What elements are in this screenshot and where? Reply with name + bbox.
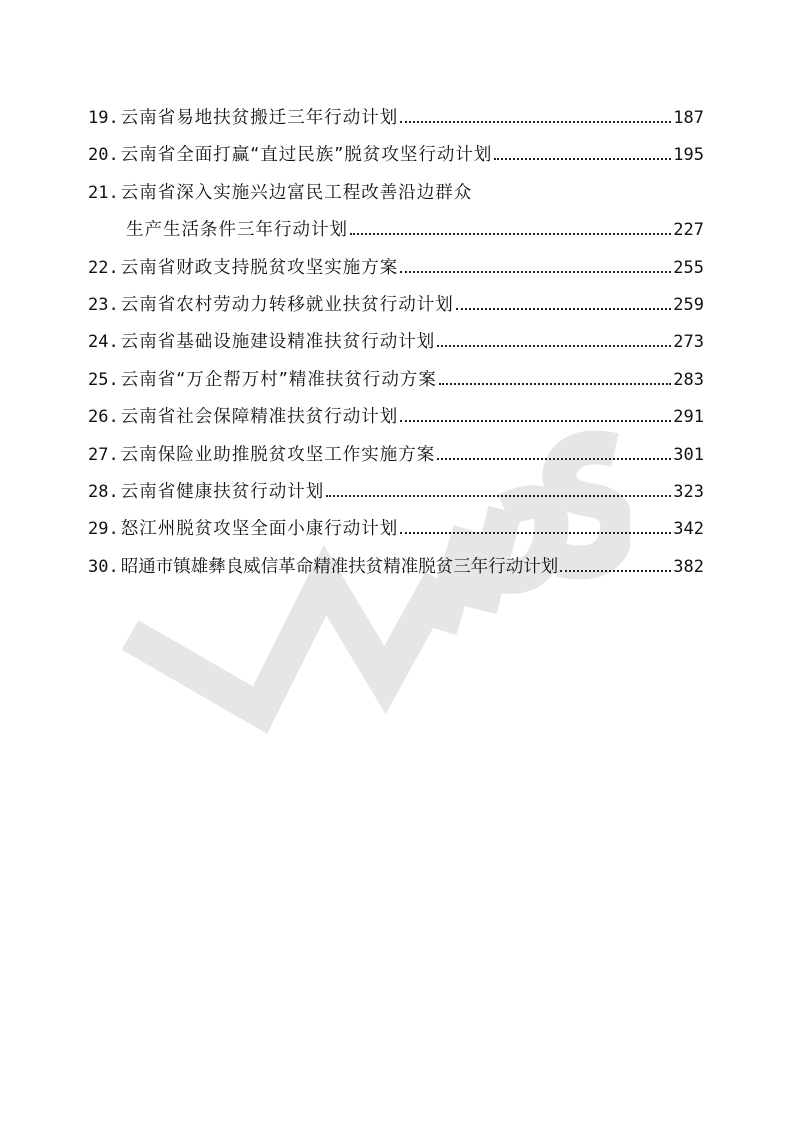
entry-page-number: 259 bbox=[673, 294, 704, 315]
dot-leader bbox=[350, 233, 671, 235]
dot-leader bbox=[437, 345, 671, 347]
toc-entry-23[interactable] bbox=[88, 291, 704, 328]
toc-entry-22[interactable] bbox=[88, 254, 704, 291]
entry-page-number: 195 bbox=[673, 145, 704, 166]
entry-title: 云南省财政支持脱贫攻坚实施方案 bbox=[120, 257, 399, 278]
entry-number: 24. bbox=[88, 332, 119, 353]
entry-number: 22. bbox=[88, 257, 119, 278]
entry-number: 27. bbox=[88, 444, 119, 465]
toc-entry-26[interactable] bbox=[88, 403, 704, 440]
entry-number: 20. bbox=[88, 145, 119, 166]
entry-number: 25. bbox=[88, 369, 119, 390]
entry-title: 云南省“万企帮万村”精准扶贫行动方案 bbox=[120, 369, 437, 390]
entry-number: 30. bbox=[88, 556, 119, 577]
entry-page-number: 342 bbox=[673, 519, 704, 540]
entry-page-number: 283 bbox=[673, 369, 704, 390]
dot-leader bbox=[400, 420, 671, 422]
toc-entry-24[interactable] bbox=[88, 328, 704, 365]
entry-title: 云南省基础设施建设精准扶贫行动计划 bbox=[120, 332, 436, 353]
entry-page-number: 291 bbox=[673, 407, 704, 428]
dot-leader bbox=[456, 308, 672, 310]
entry-page-number: 382 bbox=[673, 556, 704, 577]
entry-page-number: 273 bbox=[673, 332, 704, 353]
dot-leader bbox=[400, 121, 671, 123]
toc-entry-28[interactable] bbox=[88, 478, 704, 515]
dot-leader bbox=[439, 383, 671, 385]
entry-page-number: 227 bbox=[673, 220, 704, 241]
entry-page-number: 301 bbox=[673, 444, 704, 465]
toc-entry-30[interactable] bbox=[88, 553, 704, 590]
toc-entry-29[interactable] bbox=[88, 515, 704, 552]
toc-entry-25[interactable] bbox=[88, 366, 704, 403]
toc-entry-19[interactable] bbox=[88, 104, 704, 141]
entry-number: 29. bbox=[88, 519, 119, 540]
dot-leader bbox=[400, 271, 671, 273]
toc-entry-21-continued[interactable] bbox=[88, 216, 704, 253]
entry-number: 19. bbox=[88, 108, 119, 128]
entry-page-number: 323 bbox=[673, 481, 704, 502]
entry-number: 23. bbox=[88, 294, 119, 315]
entry-title: 云南省深入实施兴边富民工程改善沿边群众 bbox=[120, 182, 473, 203]
entry-title: 云南省易地扶贫搬迁三年行动计划 bbox=[120, 108, 399, 128]
entry-page-number: 187 bbox=[673, 108, 704, 128]
entry-number: 21. bbox=[88, 182, 119, 203]
entry-title: 云南省健康扶贫行动计划 bbox=[120, 481, 325, 502]
entry-title-continued: 生产生活条件三年行动计划 bbox=[126, 220, 348, 241]
entry-title: 云南省社会保障精准扶贫行动计划 bbox=[120, 407, 399, 428]
entry-number: 26. bbox=[88, 407, 119, 428]
dot-leader bbox=[494, 158, 671, 160]
dot-leader bbox=[560, 570, 671, 572]
toc-entry-20[interactable] bbox=[88, 141, 704, 178]
dot-leader bbox=[326, 495, 671, 497]
entry-title: 昭通市镇雄彝良威信革命精准扶贫精准脱贫三年行动计划 bbox=[120, 556, 559, 577]
entry-title: 云南省全面打赢“直过民族”脱贫攻坚行动计划 bbox=[120, 145, 493, 166]
entry-page-number: 255 bbox=[673, 257, 704, 278]
toc-entry-21[interactable] bbox=[88, 179, 704, 216]
dot-leader bbox=[437, 458, 671, 460]
dot-leader bbox=[400, 532, 671, 534]
table-of-contents bbox=[88, 104, 704, 590]
entry-title: 云南省农村劳动力转移就业扶贫行动计划 bbox=[120, 294, 454, 315]
entry-title: 云南保险业助推脱贫攻坚工作实施方案 bbox=[120, 444, 436, 465]
entry-number: 28. bbox=[88, 481, 119, 502]
toc-entry-27[interactable] bbox=[88, 441, 704, 478]
entry-title: 怒江州脱贫攻坚全面小康行动计划 bbox=[120, 519, 399, 540]
